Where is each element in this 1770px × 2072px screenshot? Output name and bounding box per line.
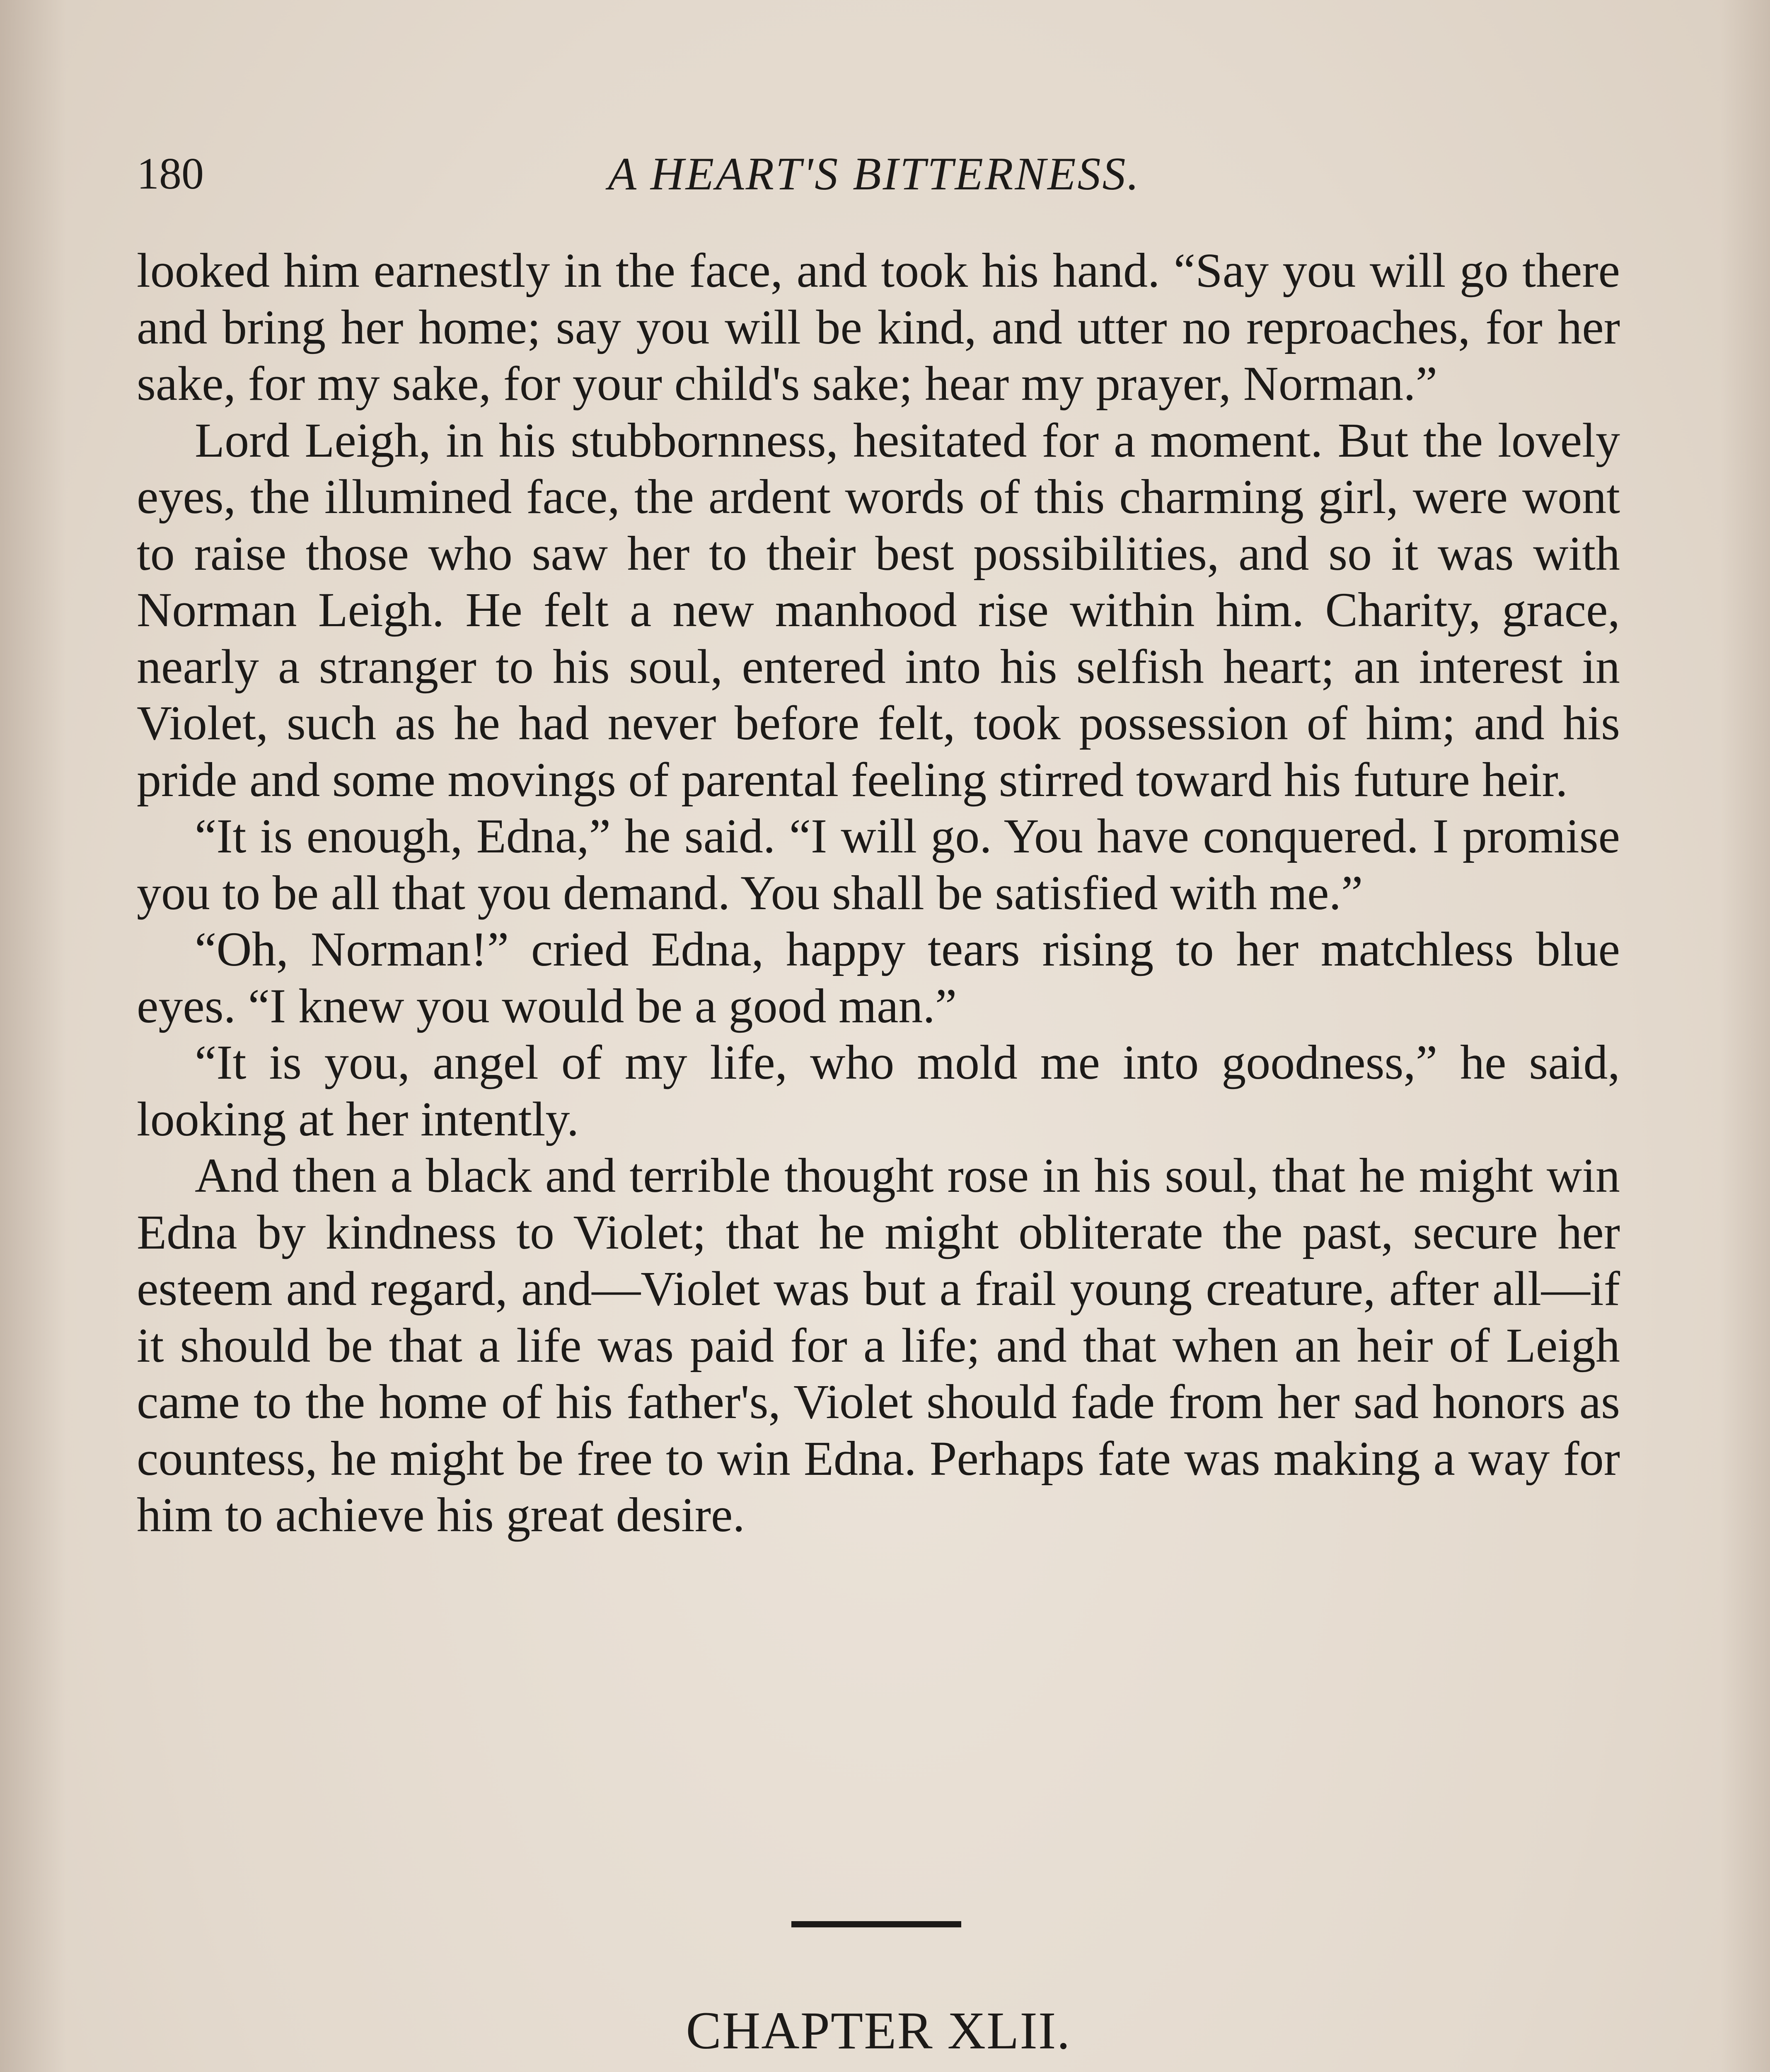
body-text-before-chapter: [137, 242, 1620, 1544]
chapter-divider-rule: [791, 1921, 961, 1927]
paragraph: “It is enough, Edna,” he said. “I will go. You have conquered. I promise you to be all that you demand. You shall be satisfied with me.”: [137, 809, 1620, 920]
paragraph: “Oh, Norman!” cried Edna, happy tears rising to her matchless blue eyes. “I knew you would be a good man.”: [137, 922, 1620, 1033]
page-number: 180: [137, 149, 204, 198]
paragraph: And then a black and terrible thought rose in his soul, that he might win Edna by kindness to Violet; that he might obliterate the past, secure her esteem and regard, and—Violet was but a frail young creature, after all—if it should be that a life was paid for a life; and that when an heir of Leigh came to the home of his father's, Violet should fade from her sad honors as countess, he might be free to win Edna. Perhaps fate was making a way for him to achieve his great desire.: [137, 1148, 1620, 1542]
running-head: [137, 141, 1612, 207]
chapter-heading: CHAPTER XLII.: [686, 2001, 1071, 2060]
running-title: A HEART'S BITTERNESS.: [608, 148, 1141, 200]
paragraph: Lord Leigh, in his stubbornness, hesitated for a moment. But the lovely eyes, the illumined face, the ardent words of this charming girl, were wont to raise those who saw her to their best possibilities, and so it was with Norman Leigh. He felt a new manhood rise within him. Charity, grace, nearly a stranger to his soul, entered into his selfish heart; an interest in Violet, such as he had never before felt, took possession of him; and his pride and some movings of parental feeling stirred toward his future heir.: [137, 413, 1620, 807]
paragraph: “It is you, angel of my life, who mold me into goodness,” he said, looking at her intently.: [137, 1035, 1620, 1146]
paragraph: looked him earnestly in the face, and took his hand. “Say you will go there and bring her home; say you will be kind, and utter no reproaches, for her sake, for my sake, for your child's sake; hear my prayer, Norman.”: [137, 243, 1620, 411]
